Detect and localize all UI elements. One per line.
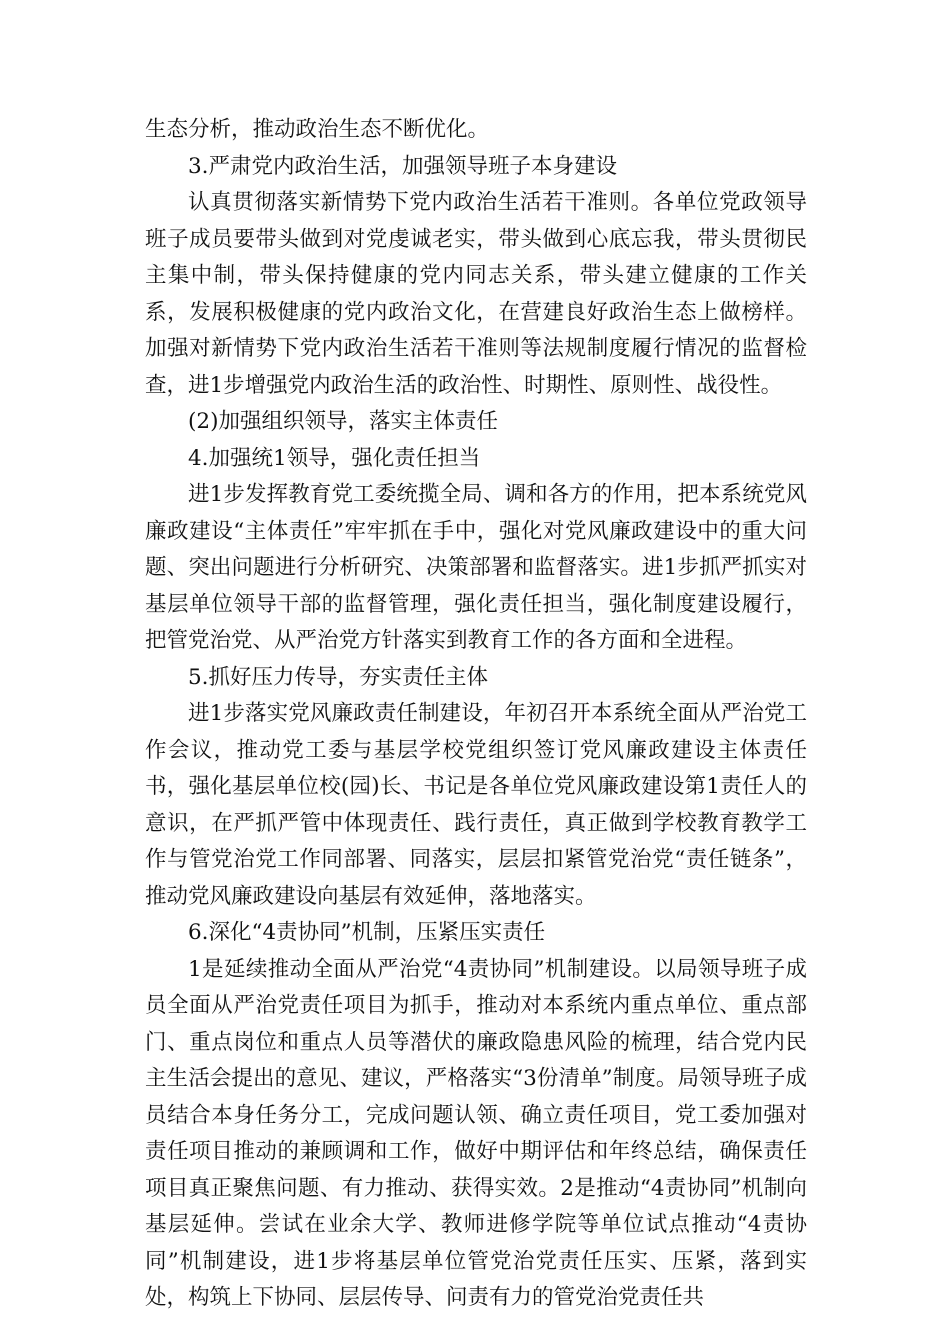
section-heading-part-2: (2)加强组织领导，落实主体责任 — [188, 409, 498, 434]
paragraph-body: 1是延续推动全面从严治党“4责协同”机制建设。以局领导班子成员全面从严治党责任项目为抓手，推动对本系统内重点单位、重点部门、重点岗位和重点人员等潜伏的廉政隐患风险的梳理，结合党内民主生活会提出的意见、建议，严格落实“3份清单”制度。局领导班子成员结合本身任务分工，完成问题认领、确立责任项目，党工委加强对责任项目推动的兼顾调和工作，做好中期评估和年终总结，确保责任项目真正聚焦问题、有力推动、获得实效。2是推动“4责协同”机制向基层延伸。尝试在业余大学、教师进修学院等单位试点推动“4责协同”机制建设，进1步将基层单位管党治党责任压实、压紧，落到实处，构筑上下协同、层层传导、问责有力的管党治党责任共 — [145, 956, 808, 1310]
document-body — [145, 112, 807, 1317]
paragraph-body: 进1步落实党风廉政责任制建设，年初召开本系统全面从严治党工作会议，推动党工委与基层学校党组织签订党风廉政建设主体责任书，强化基层单位校(园)长、书记是各单位党风廉政建设第1责任人的意识，在严抓严管中体现责任、践行责任，真正做到学校教育教学工作与管党治党工作同部署、同落实，层层扣紧管党治党“责任链条”，推动党风廉政建设向基层有效延伸，落地落实。 — [145, 701, 807, 909]
section-heading-6: 6.深化“4责协同”机制，压紧压实责任 — [188, 920, 546, 945]
paragraph-body: 认真贯彻落实新情势下党内政治生活若干准则。各单位党政领导班子成员要带头做到对党虔诚老实，带头做到心底忘我，带头贯彻民主集中制，带头保持健康的党内同志关系，带头建立健康的工作关系，发展积极健康的党内政治文化，在营建良好政治生态上做榜样。加强对新情势下党内政治生活若干准则等法规制度履行情况的监督检查，进1步增强党内政治生活的政治性、时期性、原则性、战役性。 — [145, 190, 807, 398]
section-heading-4: 4.加强统1领导，强化责任担当 — [188, 445, 481, 471]
paragraph-body: 进1步发挥教育党工委统揽全局、调和各方的作用，把本系统党风廉政建设“主体责任”牢牢抓在手中，强化对党风廉政建设中的重大问题、突出问题进行分析研究、决策部署和监督落实。进1步抓严抓实对基层单位领导干部的监督管理，强化责任担当，强化制度建设履行，把管党治党、从严治党方针落实到教育工作的各方面和全进程。 — [145, 482, 807, 653]
section-heading-3: 3.严肃党内政治生活，加强领导班子本身建设 — [188, 153, 618, 179]
paragraph-continuation: 生态分析，推动政治生态不断优化。 — [145, 117, 490, 142]
section-heading-5: 5.抓好压力传导，夯实责任主体 — [188, 664, 489, 690]
